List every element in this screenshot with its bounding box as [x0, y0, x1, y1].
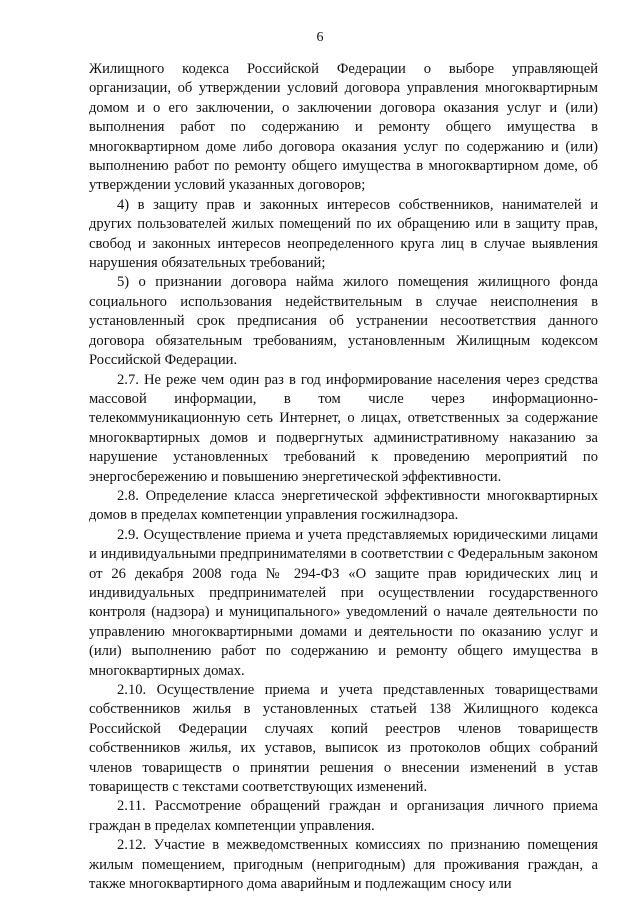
- paragraph-continuation: Жилищного кодекса Российской Федерации о выборе управляющей организации, об утверждении условий договора управления многоквартирным домом и о его заключении, о заключении договора оказания услуг и (или) выполнения работ по содержанию и ремонту общего имущества в многоквартирном доме либо договора оказания услуг по содержанию и (или) выполнению работ по ремонту общего имущества в многоквартирном доме, об утверждении условий указанных договоров;: [89, 61, 598, 194]
- paragraph-2-7: 2.7. Не реже чем один раз в год информирование населения через средства массовой информации, в том числе через информационно-телекоммуникационную сеть Интернет, о лицах, ответственных за содержание многоквартирных домов и подвергнутых административному наказанию за нарушение установленных требований к проведению мероприятий по энергосбережению и повышению энергетической эффективности.: [89, 371, 598, 485]
- paragraph-2-9: 2.9. Осуществление приема и учета представляемых юридическими лицами и индивидуальными предпринимателями в соответствии с Федеральным законом от 26 декабря 2008 года № 294-ФЗ «О защите прав юридических лиц и индивидуальных предпринимателей при осуществлении государственного контроля (надзора) и муниципального» уведомлений о начале деятельности по управлению многоквартирными домами и деятельности по оказанию услуг и (или) выполнению работ по содержанию и ремонту общего имущества в многоквартирных домах.: [89, 526, 598, 679]
- paragraph-2-10: 2.10. Осуществление приема и учета представленных товариществами собственников жилья в установленных статьей 138 Жилищного кодекса Российской Федерации случаях копий реестров членов товариществ собственников жилья, их уставов, выписок из протоколов общих собраний членов товариществ о принятии решения о внесении изменений в устав товариществ с текстами соответствующих изменений.: [89, 682, 598, 796]
- paragraph-2-11: 2.11. Рассмотрение обращений граждан и организация личного приема граждан в пределах компетенции управления.: [89, 798, 598, 834]
- paragraph-item-5: 5) о признании договора найма жилого помещения жилищного фонда социального использования недействительным в случае неисполнения в установленный срок предписания об устранении несоответствия данного договора обязательным требованиям, установленным Жилищным кодексом Российской Федерации.: [89, 274, 598, 369]
- page-number: 6: [316, 30, 324, 45]
- paragraph-2-8: 2.8. Определение класса энергетической эффективности многоквартирных домов в пределах компетенции управления госжилнадзора.: [89, 487, 598, 524]
- paragraph-item-4: 4) в защиту прав и законных интересов собственников, нанимателей и других пользователей жилых помещений по их обращению или в защиту прав, свобод и законных интересов неопределенного круга лиц в случае выявления нарушения обязательных требований;: [89, 196, 598, 272]
- document-body: [89, 60, 598, 894]
- paragraph-2-12: 2.12. Участие в межведомственных комиссиях по признанию помещения жилым помещением, пригодным (непригодным) для проживания граждан, а также многоквартирного дома аварийным и подлежащим сносу или: [89, 837, 598, 893]
